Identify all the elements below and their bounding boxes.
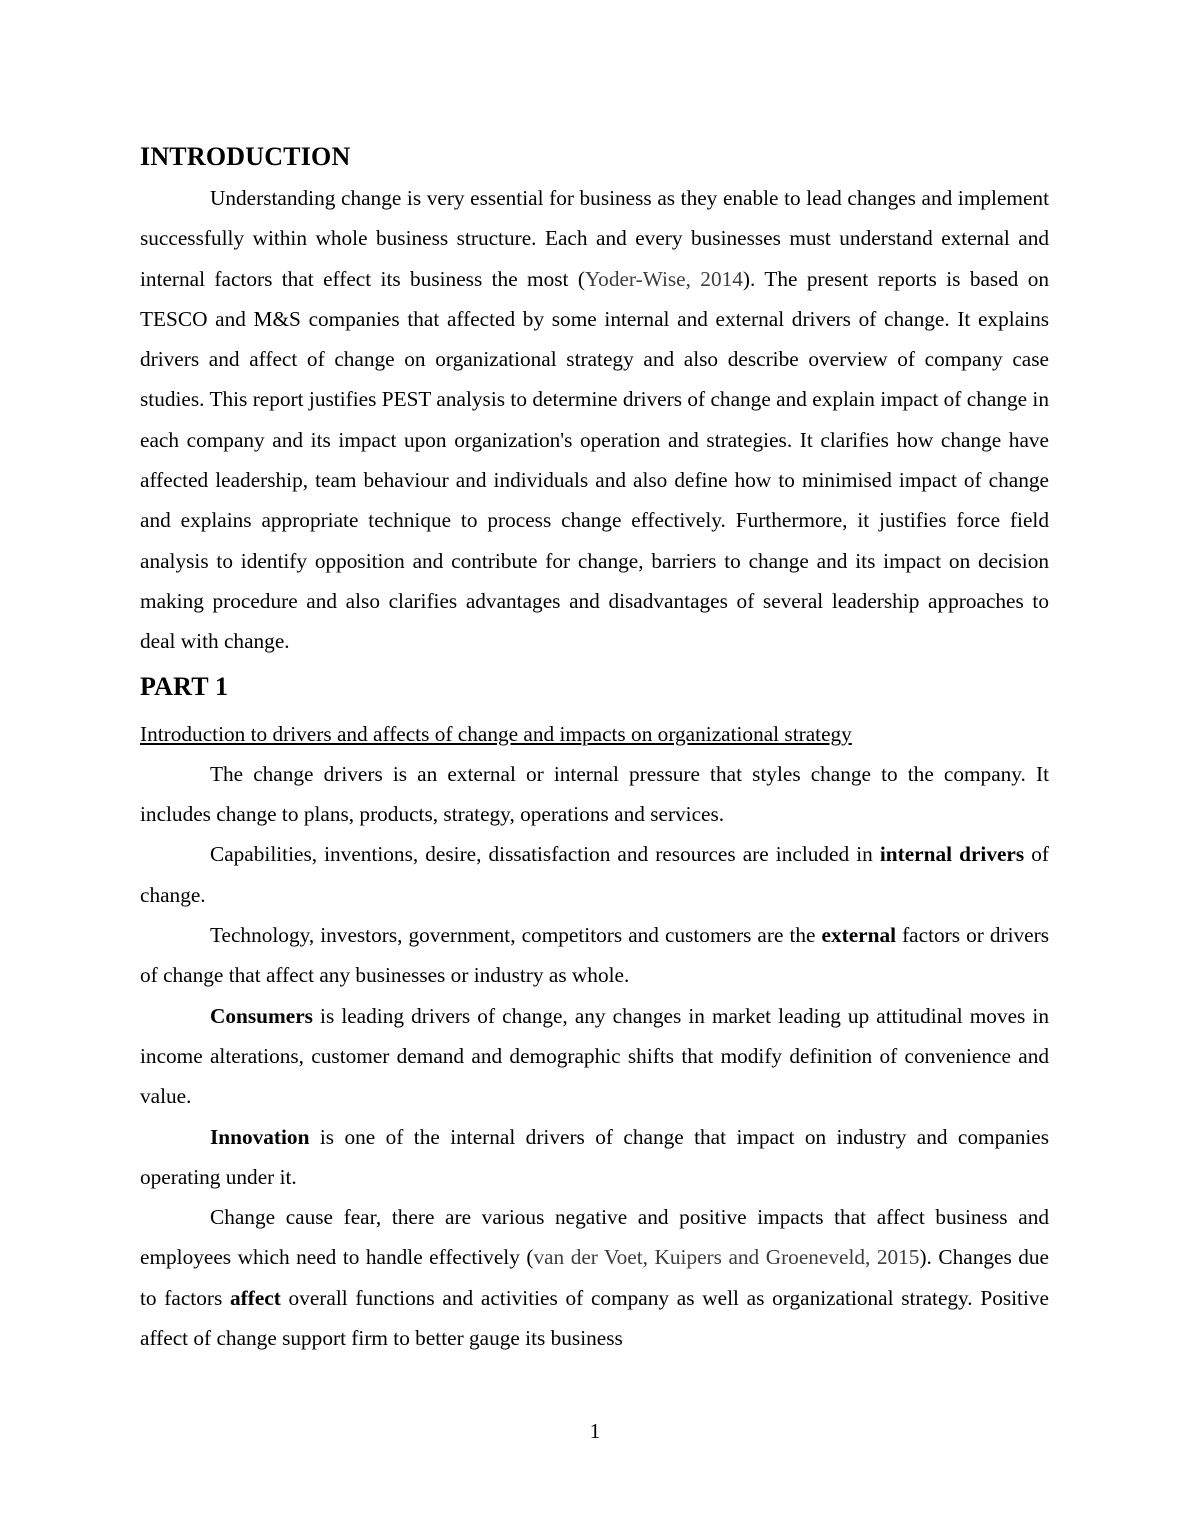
consumers-bold: Consumers — [210, 1003, 313, 1028]
part1-subheading: Introduction to drivers and affects of change and impacts on organizational strategy — [140, 721, 852, 746]
external-text-a: Technology, investors, government, competitors and customers are the — [210, 923, 822, 948]
intro-text-b: ). The present reports is based on TESCO and M&S companies that affected by some internal and external drivers of change. It explains drivers and affect of change on organizational strategy and also describe overview of company case studies. This report justifies PEST analysis to determine drivers of change and explain impact of change in each company and its impact upon organization's operation and strategies. It clarifies how change have affected leadership, team behaviour and individuals and also define how to minimised impact of change and explains appropriate technique to process change effectively. Furthermore, it justifies force field analysis to identify opposition and contribute for change, barriers to change and its impact on decision making procedure and also clarifies advantages and disadvantages of several leadership approaches to deal with change. — [140, 266, 1050, 654]
internal-text-a: Capabilities, inventions, desire, dissatisfaction and resources are included in — [210, 842, 880, 867]
external-text-b: factors or drivers of change that affect any businesses or industry as whole. — [140, 923, 1050, 988]
citation-yoder-wise: Yoder-Wise, 2014 — [584, 266, 743, 291]
change-impact-paragraph — [140, 1197, 1049, 1358]
impact-text-b: ). Changes due to factors — [140, 1245, 1049, 1310]
page-number: 1 — [589, 1419, 601, 1443]
internal-drivers-paragraph — [140, 834, 1049, 915]
impact-text-a: Change cause fear, there are various negative and positive impacts that affect business and employees which need to handle effectively ( — [140, 1205, 1049, 1270]
consumers-paragraph — [140, 996, 1049, 1117]
internal-drivers-bold: internal drivers — [879, 842, 1025, 867]
part1-heading: PART 1 — [140, 671, 229, 701]
internal-text-b: of change. — [140, 842, 1049, 907]
external-bold: external — [821, 923, 897, 948]
intro-text-a: Understanding change is very essential for business as they enable to lead changes and implement successfully within whole business structure. Each and every businesses must understand external and internal factors that effect its business the most ( — [140, 186, 1049, 291]
innovation-paragraph — [140, 1117, 1049, 1198]
citation-van-der-voet: van der Voet, Kuipers and Groeneveld, 2015 — [533, 1245, 920, 1270]
external-drivers-paragraph — [140, 915, 1049, 996]
introduction-heading: INTRODUCTION — [140, 142, 351, 171]
impact-text-c: overall functions and activities of company as well as organizational strategy. Positive affect of change support firm to better gauge its business — [140, 1285, 1049, 1351]
introduction-paragraph — [140, 178, 1049, 662]
page-content — [140, 138, 1049, 1358]
innovation-bold: Innovation — [210, 1124, 310, 1149]
change-drivers-paragraph: The change drivers is an external or internal pressure that styles change to the company. It includes change to plans, products, strategy, operations and services. — [140, 761, 1049, 827]
consumers-text: is leading drivers of change, any changes in market leading up attitudinal moves in income alterations, customer demand and demographic shifts that modify definition of convenience and value. — [140, 1003, 1049, 1109]
innovation-text: is one of the internal drivers of change that impact on industry and companies operating under it. — [140, 1124, 1049, 1189]
affect-bold: affect — [229, 1285, 281, 1310]
